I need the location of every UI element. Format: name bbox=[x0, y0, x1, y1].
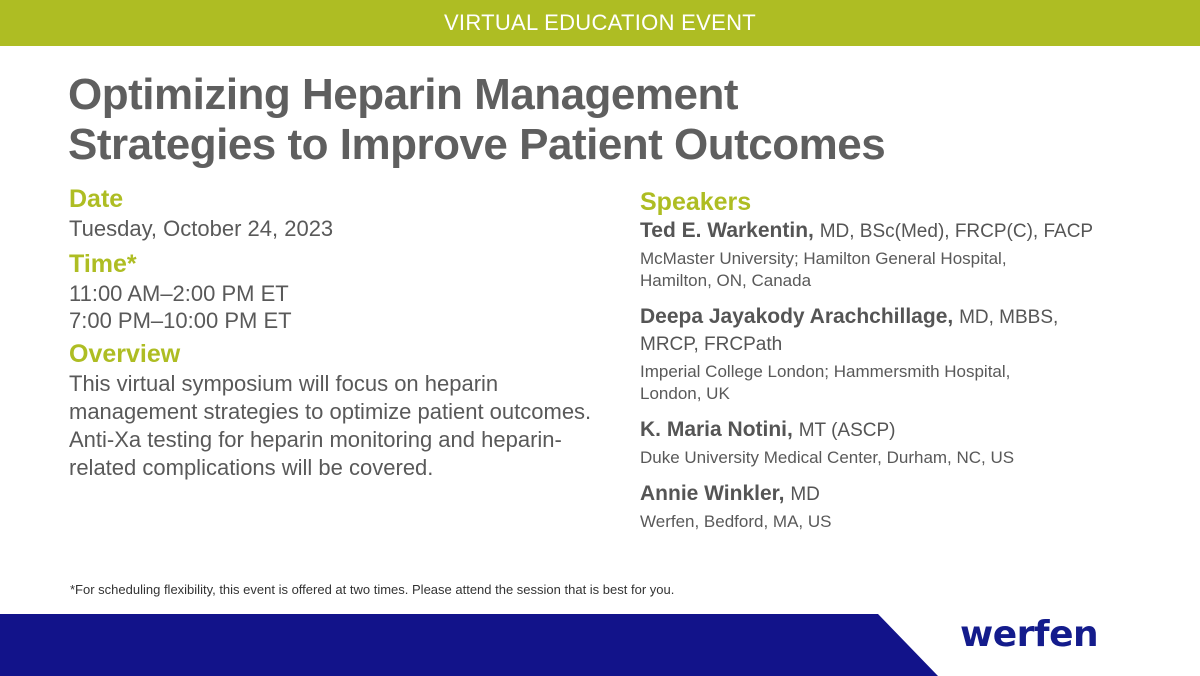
speaker-credentials: MT (ASCP) bbox=[798, 420, 896, 441]
event-type-text: VIRTUAL EDUCATION EVENT bbox=[443, 10, 757, 35]
speaker-credentials: MD, MBBS, bbox=[959, 307, 1059, 328]
scheduling-footnote: *For scheduling flexibility, this event is offered at two times. Please attend the session that is best for you. bbox=[70, 582, 675, 597]
overview-heading: Overview bbox=[69, 340, 181, 368]
speaker-credentials: MD, BSc(Med), FRCP(C), FACP bbox=[819, 221, 1094, 242]
werfen-logo: werfen bbox=[960, 614, 1099, 655]
event-type-banner bbox=[0, 0, 1200, 46]
affiliation-line: Werfen, Bedford, MA, US bbox=[640, 512, 832, 531]
affiliation-line: Duke University Medical Center, Durham, NC, US bbox=[640, 448, 1015, 467]
overview-text: This virtual symposium will focus on heparin management strategies to optimize patient outcomes. Anti-Xa testing for heparin monitoring and heparin-related complications will be covered. bbox=[69, 371, 592, 480]
affiliation-line: Imperial College London; Hammersmith Hospital, bbox=[640, 362, 1011, 381]
speaker-affiliation bbox=[640, 447, 1160, 469]
affiliation-line: London, UK bbox=[640, 384, 730, 403]
time-slot-1: 11:00 AM–2:00 PM ET bbox=[69, 281, 289, 306]
speakers-section bbox=[640, 186, 1160, 545]
navy-band bbox=[0, 614, 938, 676]
page-title bbox=[68, 70, 1068, 170]
date-value: Tuesday, October 24, 2023 bbox=[69, 216, 334, 241]
affiliation-line: McMaster University; Hamilton General Hospital, bbox=[640, 249, 1007, 268]
speaker-name: Annie Winkler, bbox=[640, 482, 785, 505]
speaker-item bbox=[640, 304, 1160, 405]
speaker-name: K. Maria Notini, bbox=[640, 418, 793, 441]
speaker-affiliation bbox=[640, 511, 1160, 533]
speaker-credentials-continued: MRCP, FRCPath bbox=[640, 334, 783, 355]
event-details bbox=[69, 183, 609, 482]
speaker-item bbox=[640, 481, 1160, 533]
speaker-item bbox=[640, 218, 1160, 292]
time-slots bbox=[69, 280, 609, 334]
date-heading: Date bbox=[69, 185, 124, 213]
speaker-affiliation bbox=[640, 248, 1160, 292]
speakers-heading: Speakers bbox=[640, 188, 752, 216]
speaker-affiliation bbox=[640, 361, 1160, 405]
affiliation-line: Hamilton, ON, Canada bbox=[640, 271, 812, 290]
time-slot-2: 7:00 PM–10:00 PM ET bbox=[69, 308, 292, 333]
speaker-credentials: MD bbox=[790, 484, 820, 505]
time-heading: Time* bbox=[69, 250, 137, 278]
title-line-1: Optimizing Heparin Management bbox=[68, 70, 739, 119]
title-line-2: Strategies to Improve Patient Outcomes bbox=[68, 120, 886, 169]
speaker-item bbox=[640, 417, 1160, 469]
speaker-name: Deepa Jayakody Arachchillage, bbox=[640, 305, 954, 328]
speaker-name: Ted E. Warkentin, bbox=[640, 219, 814, 242]
